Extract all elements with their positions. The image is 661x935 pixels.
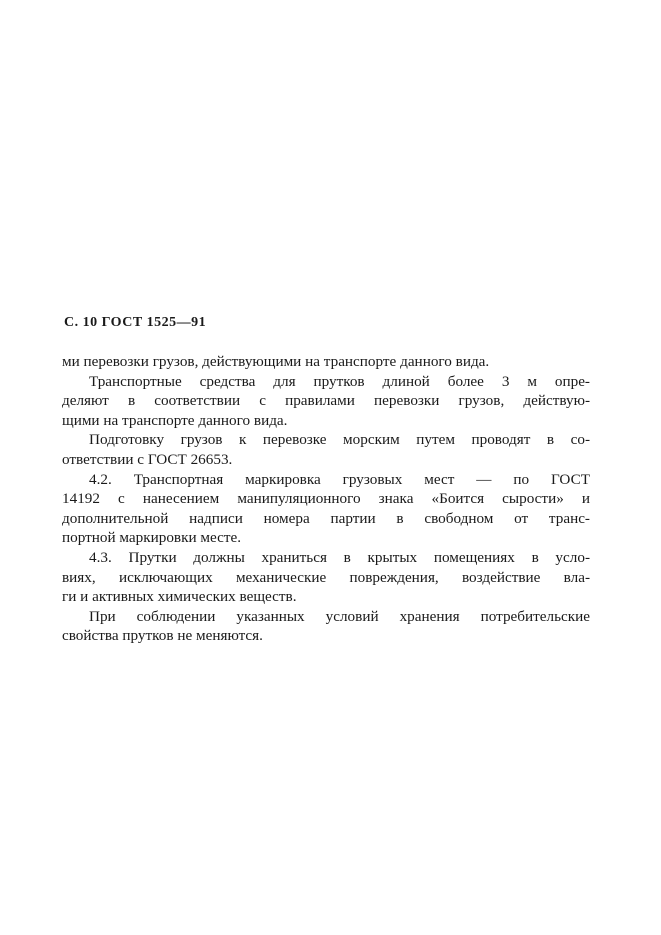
text-line: ответствии с ГОСТ 26653.: [62, 450, 233, 468]
text-line: деляют в соответствии с правилами перевозки грузов, действую-: [62, 392, 590, 410]
text-line: 4.3. Прутки должны храниться в крытых помещениях в усло-: [89, 548, 590, 566]
text-line: свойства прутков не меняются.: [62, 627, 263, 645]
text-line: При соблюдении указанных условий хранения потребительские: [89, 607, 590, 625]
text-line: Подготовку грузов к перевозке морским путем проводят в со-: [89, 431, 590, 449]
text-line: 14192 с нанесением манипуляционного знака «Боится сырости» и: [62, 490, 590, 508]
body-text: [62, 352, 590, 646]
text-line: портной маркировки месте.: [62, 529, 242, 547]
text-line: ми перевозки грузов, действующими на транспорте данного вида.: [62, 353, 490, 370]
text-line: щими на транспорте данного вида.: [62, 411, 288, 429]
text-line: дополнительной надписи номера партии в свободном от транс-: [62, 509, 590, 527]
text-line: 4.2. Транспортная маркировка грузовых мест — по ГОСТ: [89, 470, 590, 488]
text-line: ги и активных химических веществ.: [62, 588, 297, 606]
text-line: Транспортные средства для прутков длиной более 3 м опре-: [89, 372, 590, 390]
text-line: виях, исключающих механические повреждения, воздействие вла-: [62, 568, 590, 586]
page-header: С. 10 ГОСТ 1525—91: [64, 315, 207, 330]
